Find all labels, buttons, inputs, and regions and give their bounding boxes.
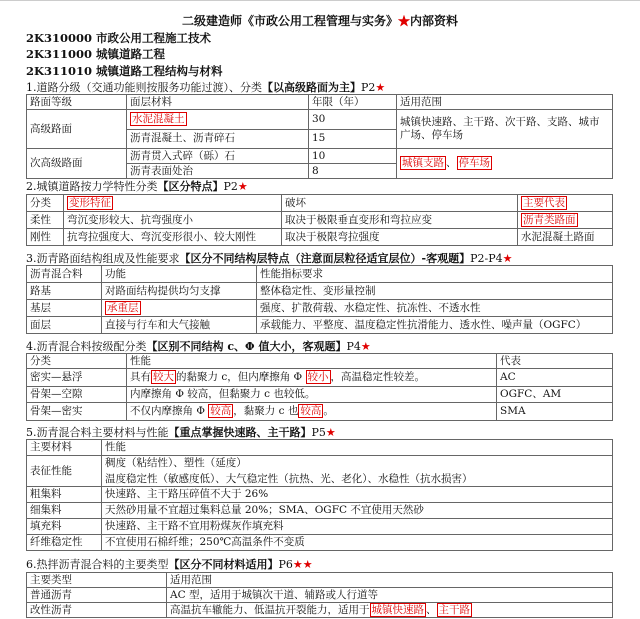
asphalt-structure-table — [26, 265, 613, 334]
table-row: 路面等级 面层材料 年限（年） 适用范围 — [27, 95, 613, 110]
table-row: 改性沥青 高温抗车辙能力、低温抗开裂能力，适用于 城镇快速路 、 主干路 — [27, 603, 613, 618]
table-row: 路基 对路面结构提供均匀支撑 整体稳定性、变形量控制 — [27, 283, 613, 300]
material-table — [26, 439, 613, 551]
top-rule — [0, 0, 640, 6]
table-row: 普通沥青 AC 型，适用于城镇次干道、辅路或人行道等 — [27, 588, 613, 603]
table-row: 细集料 天然砂用量不宜超过集料总量 20%；SMA、OGFC 不宜使用天然砂 — [27, 503, 613, 519]
table-row: 沥青混凝土、沥青碎石 15 — [27, 129, 613, 149]
table-row: 表征性能 稠度（粘结性）、塑性（延度） 温度稳定性（敏感度低）、大气稳定性（抗热、光、老化）、水稳性（抗水损害） — [27, 456, 613, 487]
gradation-table — [26, 353, 613, 421]
table-row: 面层 直接与行车和大气接触 承载能力、平整度、温度稳定性抗滑能力、透水性、噪声量（OGFC） — [27, 317, 613, 334]
mechanics-table — [26, 194, 613, 246]
section-code: 2K311000 城镇道路工程 — [26, 47, 166, 61]
table-row: 骨架—密实 不仅内摩擦角 Φ 较高 ，黏聚力 c 也 较高 。 SMA — [27, 403, 613, 421]
section-5-heading: 5.沥青混合料主要材料与性能【重点掌握快速路、主干路】P5★ — [26, 426, 336, 439]
chapter-code: 2K310000 市政公用工程施工技术 — [26, 31, 212, 45]
table-row: 骨架—空隙 内摩擦角 Φ 较高，但黏聚力 c 也较低。 OGFC、AM — [27, 387, 613, 403]
subsection-code: 2K311010 城镇道路工程结构与材料 — [26, 64, 223, 78]
document-title: 二级建造师《市政公用工程管理与实务》★内部资料 — [181, 14, 459, 28]
table-row: 高级路面 水泥混凝土 30 城镇快速路、主干路、次干路、支路、城市广场、停车场 — [27, 110, 613, 130]
table-row: 密实—悬浮 具有 较大 的黏聚力 c，但内摩擦角 Φ 较小 ，高温稳定性较差。 AC — [27, 369, 613, 387]
table-row: 粗集料 快速路、主干路压碎值不大于 26% — [27, 487, 613, 503]
road-grade-table — [26, 94, 613, 179]
table-row: 沥青表面处治 8 — [27, 164, 613, 179]
table-row: 刚性 抗弯拉强度大、弯沉变形很小、较大刚性 取决于极限弯拉强度 水泥混凝土路面 — [27, 229, 613, 246]
table-row: 主要材料 性能 — [27, 440, 613, 456]
section-4-heading: 4.沥青混合料按级配分类【区别不同结构 c、Φ 值大小，客观题】P4★ — [26, 340, 371, 353]
table-row: 次高级路面 沥青贯入式碎（砾）石 10 城镇支路 、 停车场 — [27, 149, 613, 164]
table-row: 主要类型 适用范围 — [27, 573, 613, 588]
table-row: 分类 性能 代表 — [27, 354, 613, 369]
table-row: 基层 承重层 强度、扩散荷载、水稳定性、抗冻性、不透水性 — [27, 300, 613, 317]
table-row: 纤维稳定性 不宜使用石棉纤维；250℃高温条件不变质 — [27, 535, 613, 551]
table-row: 填充料 快速路、主干路不宜用粉煤灰作填充料 — [27, 519, 613, 535]
section-1-heading: 1.道路分级（交通功能则按服务功能过渡）、分类【以高级路面为主】P2★ — [26, 81, 386, 94]
table-row: 分类 变形特征 破坏 主要代表 — [27, 195, 613, 212]
section-6-heading: 6.热拌沥青混合料的主要类型【区分不同材料适用】P6★★ — [26, 558, 313, 571]
table-row: 沥青混合料 功能 性能指标要求 — [27, 266, 613, 283]
section-3-heading: 3.沥青路面结构组成及性能要求【区分不同结构层特点（注意面层粒径适宜层位）-客观题】P2-P4★ — [26, 252, 513, 265]
mix-type-table — [26, 572, 613, 618]
section-2-heading: 2.城镇道路按力学特性分类【区分特点】P2★ — [26, 180, 248, 193]
table-row: 柔性 弯沉变形较大、抗弯强度小 取决于极限垂直变形和弯拉应变 沥青类路面 — [27, 212, 613, 229]
